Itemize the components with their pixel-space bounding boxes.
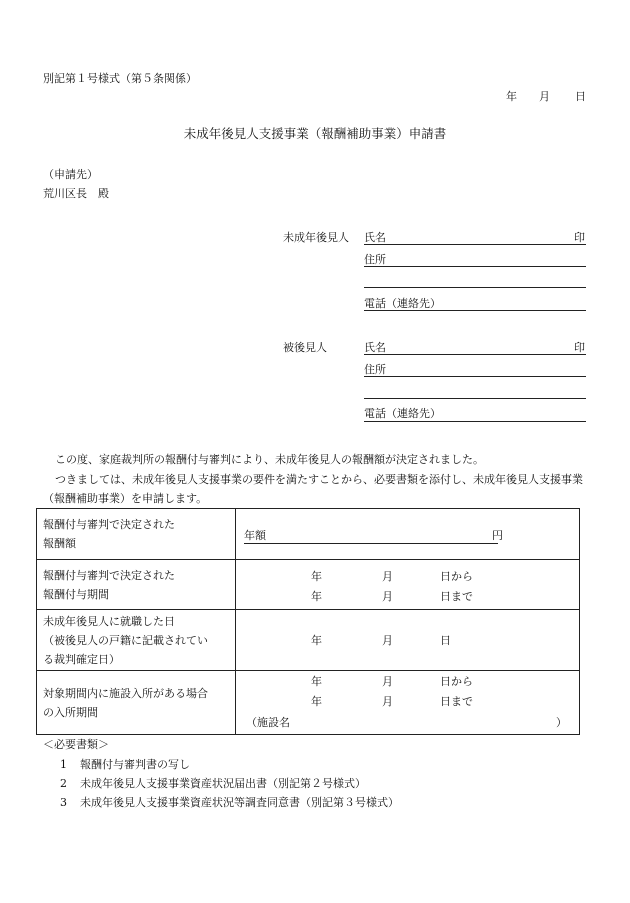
ward-heading: 被後見人 xyxy=(283,341,327,354)
facility-from-day: 日から xyxy=(440,675,473,688)
table-row-facility-period xyxy=(37,671,580,735)
ward-address-label: 住所 xyxy=(364,363,386,376)
appointment-label-line: （被後見人の戸籍に記載されてい xyxy=(43,633,208,647)
guardian-phone-line[interactable] xyxy=(364,310,586,311)
date-month: 月 xyxy=(539,90,550,103)
guardian-address-line-2[interactable] xyxy=(364,287,586,288)
guardian-phone-label: 電話（連絡先） xyxy=(364,297,441,310)
yen-unit: 円 xyxy=(492,529,503,542)
list-item: 未成年後見人支援事業資産状況等調査同意書（別記第３号様式） xyxy=(80,796,399,809)
grant-period-label-line: 報酬付与期間 xyxy=(43,587,109,601)
facility-label-line: 対象期間内に施設入所がある場合 xyxy=(43,686,208,700)
amount-label-line: 報酬付与審判で決定された xyxy=(43,518,175,531)
ward-phone-line[interactable] xyxy=(364,421,586,422)
application-table xyxy=(36,508,580,735)
amount-line[interactable] xyxy=(244,543,498,544)
body-paragraph-1: この度、家庭裁判所の報酬付与審判により、未成年後見人の報酬額が決定されました。 xyxy=(55,453,484,466)
amount-label-line: 報酬額 xyxy=(43,537,76,550)
ward-phone-label: 電話（連絡先） xyxy=(364,407,441,420)
facility-name-label: （施設名 xyxy=(246,716,290,729)
to-day: 日まで xyxy=(440,590,473,603)
from-day: 日から xyxy=(440,570,473,583)
ward-address-line-2[interactable] xyxy=(364,398,586,399)
guardian-seal: 印 xyxy=(574,231,585,244)
appointment-label-cell xyxy=(37,610,236,671)
ward-address-line-1[interactable] xyxy=(364,376,586,377)
to-year: 年 xyxy=(311,590,322,603)
guardian-address-label: 住所 xyxy=(364,253,386,266)
grant-period-value-cell[interactable] xyxy=(236,560,580,610)
guardian-address-line-1[interactable] xyxy=(364,266,586,267)
table-row-grant-period xyxy=(37,560,580,610)
list-item-number: 2 xyxy=(60,777,67,790)
form-id: 別記第１号様式（第５条関係） xyxy=(43,72,197,85)
ward-seal: 印 xyxy=(574,341,585,354)
table-row-amount xyxy=(37,509,580,560)
facility-from-month: 月 xyxy=(382,675,393,688)
annual-amount-label: 年額 xyxy=(244,529,266,542)
guardian-heading: 未成年後見人 xyxy=(283,231,349,244)
ward-name-line[interactable] xyxy=(364,354,586,355)
list-item: 未成年後見人支援事業資産状況届出書（別記第２号様式） xyxy=(80,777,366,790)
facility-label-line: の入所期間 xyxy=(43,705,98,719)
date-day: 日 xyxy=(575,90,586,103)
appointment-label-line: 未成年後見人に就職した日 xyxy=(43,614,175,628)
grant-period-label-line: 報酬付与審判で決定された xyxy=(43,568,175,582)
appointment-day: 日 xyxy=(440,634,451,647)
facility-from-year: 年 xyxy=(311,675,322,688)
to-month: 月 xyxy=(382,590,393,603)
amount-label-cell xyxy=(37,509,236,560)
from-year: 年 xyxy=(311,570,322,583)
appointment-year: 年 xyxy=(311,634,322,647)
facility-value-cell[interactable] xyxy=(236,671,580,735)
from-month: 月 xyxy=(382,570,393,583)
grant-period-label-cell xyxy=(37,560,236,610)
addressee-label: （申請先） xyxy=(43,168,98,181)
list-item: 報酬付与審判書の写し xyxy=(80,758,190,771)
list-item-number: 3 xyxy=(60,796,67,809)
facility-to-year: 年 xyxy=(311,695,322,708)
facility-to-month: 月 xyxy=(382,695,393,708)
facility-name-close: ） xyxy=(556,716,567,729)
guardian-name-line[interactable] xyxy=(364,244,586,245)
appointment-month: 月 xyxy=(382,634,393,647)
table-row-appointment-date xyxy=(37,610,580,671)
ward-name-label: 氏名 xyxy=(364,341,386,354)
facility-to-day: 日まで xyxy=(440,695,473,708)
guardian-name-label: 氏名 xyxy=(364,231,386,244)
page-title: 未成年後見人支援事業（報酬補助事業）申請書 xyxy=(183,126,447,141)
addressee-name: 荒川区長 殿 xyxy=(43,187,109,200)
required-docs-heading: ＜必要書類＞ xyxy=(43,738,109,751)
amount-value-cell[interactable] xyxy=(236,509,580,560)
date-year: 年 xyxy=(506,90,517,103)
list-item-number: 1 xyxy=(60,758,67,771)
body-paragraph-2: つきましては、未成年後見人支援事業の要件を満たすことから、必要書類を添付し、未成年後見人支援事業（報酬補助事業）を申請します。 xyxy=(43,473,583,505)
appointment-label-line: る裁判確定日） xyxy=(43,652,120,666)
facility-label-cell xyxy=(37,671,236,735)
appointment-value-cell[interactable] xyxy=(236,610,580,671)
